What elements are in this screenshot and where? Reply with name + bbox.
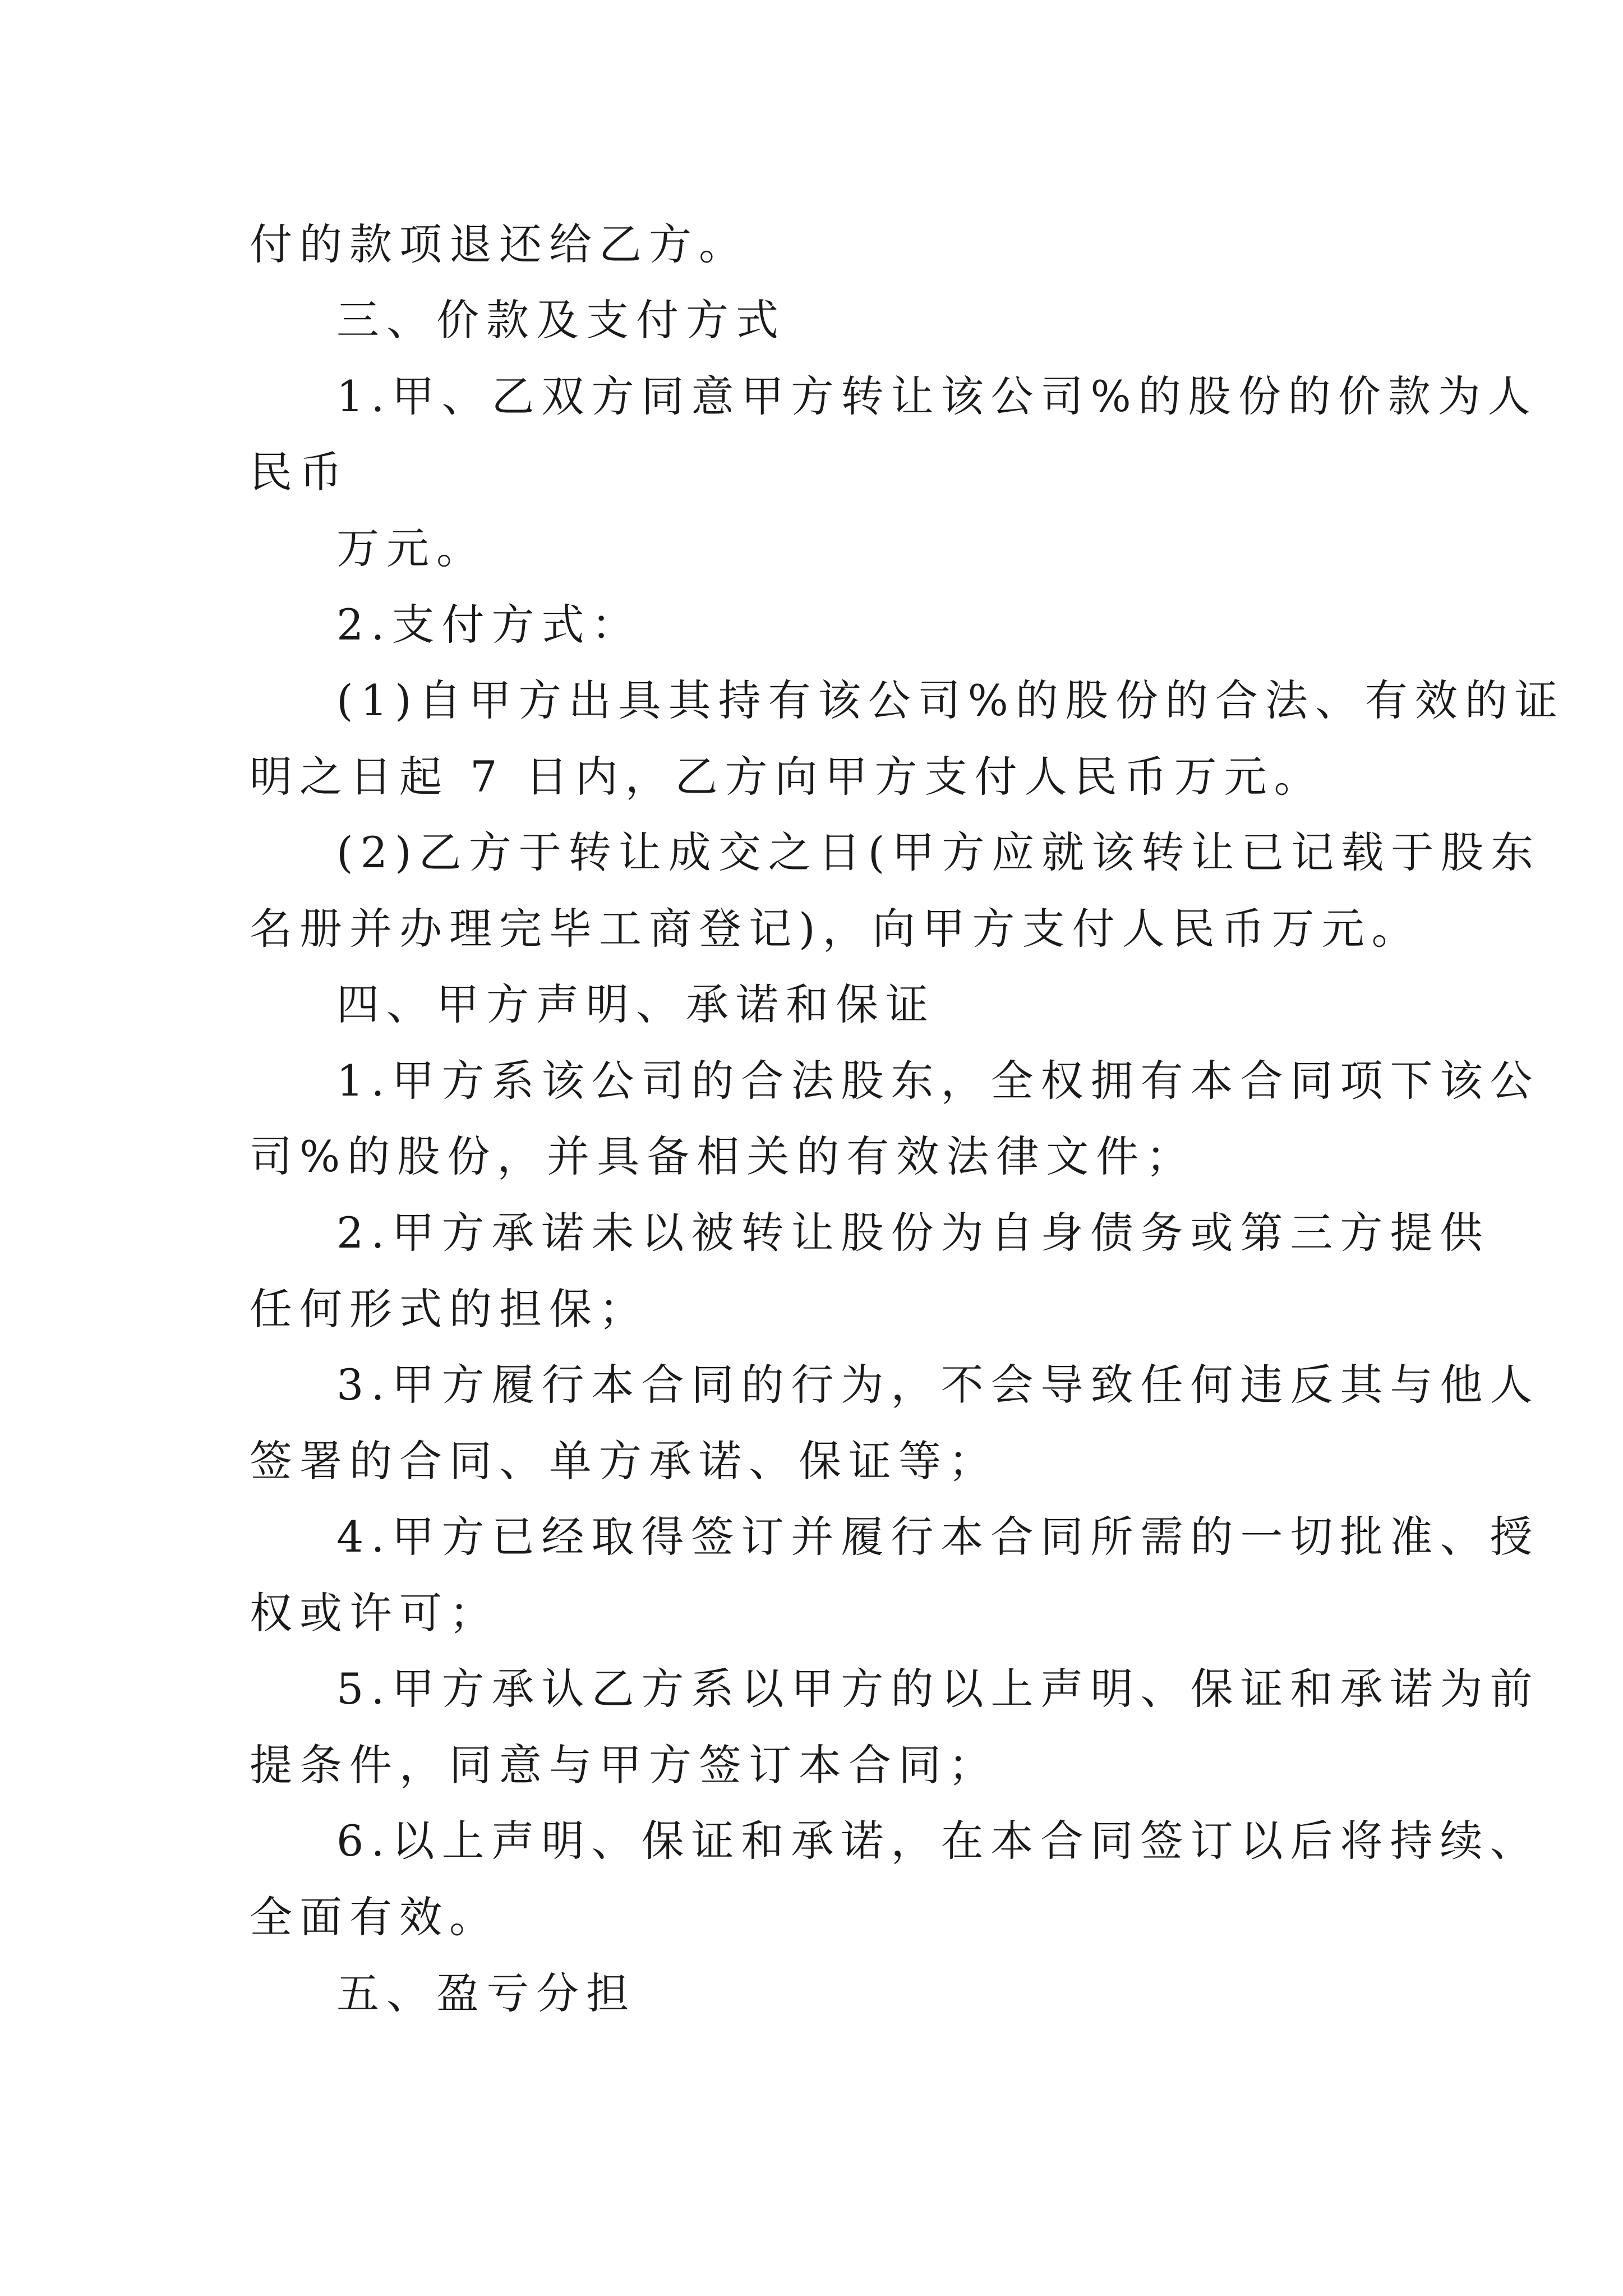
text-line: 2.支付方式： xyxy=(336,600,642,650)
text-line: 明之日起 7 日内，乙方向甲方支付人民币万元。 xyxy=(250,752,1324,802)
text-line: 权或许可； xyxy=(250,1588,499,1638)
text-line: 1.甲、乙双方同意甲方转让该公司%的股份的价款为人 xyxy=(336,371,1538,421)
text-line: 名册并办理完毕工商登记)，向甲方支付人民币万元。 xyxy=(250,904,1422,954)
text-line: 司%的股份，并具备相关的有效法律文件； xyxy=(250,1131,1196,1181)
text-line: (1)自甲方出具其持有该公司%的股份的合法、有效的证 xyxy=(336,675,1565,725)
section-heading: 三、价款及支付方式 xyxy=(336,295,786,345)
text-line: 付的款项退还给乙方。 xyxy=(250,219,749,269)
text-line: 提条件，同意与甲方签订本合同； xyxy=(250,1740,998,1790)
text-line: 民币 xyxy=(250,447,349,497)
text-line: (2)乙方于转让成交之日(甲方应就该转让已记载于股东 xyxy=(336,827,1541,877)
text-line: 1.甲方系该公司的合法股东，全权拥有本合同项下该公 xyxy=(336,1056,1540,1106)
text-line: 6.以上声明、保证和承诺，在本合同签订以后将持续、 xyxy=(336,1816,1540,1866)
text-line: 签署的合同、单方承诺、保证等； xyxy=(250,1436,998,1486)
text-line: 全面有效。 xyxy=(250,1892,499,1942)
text-line: 4.甲方已经取得签订并履行本合同所需的一切批准、授 xyxy=(336,1512,1540,1562)
section-heading: 五、盈亏分担 xyxy=(336,1968,636,2018)
text-line: 万元。 xyxy=(336,523,486,573)
text-line: 3.甲方履行本合同的行为，不会导致任何违反其与他人 xyxy=(336,1360,1540,1410)
text-line: 5.甲方承认乙方系以甲方的以上声明、保证和承诺为前 xyxy=(336,1664,1540,1714)
text-line: 2.甲方承诺未以被转让股份为自身债务或第三方提供 xyxy=(336,1208,1490,1258)
section-heading: 四、甲方声明、承诺和保证 xyxy=(336,979,935,1029)
text-line: 任何形式的担保； xyxy=(250,1284,649,1334)
